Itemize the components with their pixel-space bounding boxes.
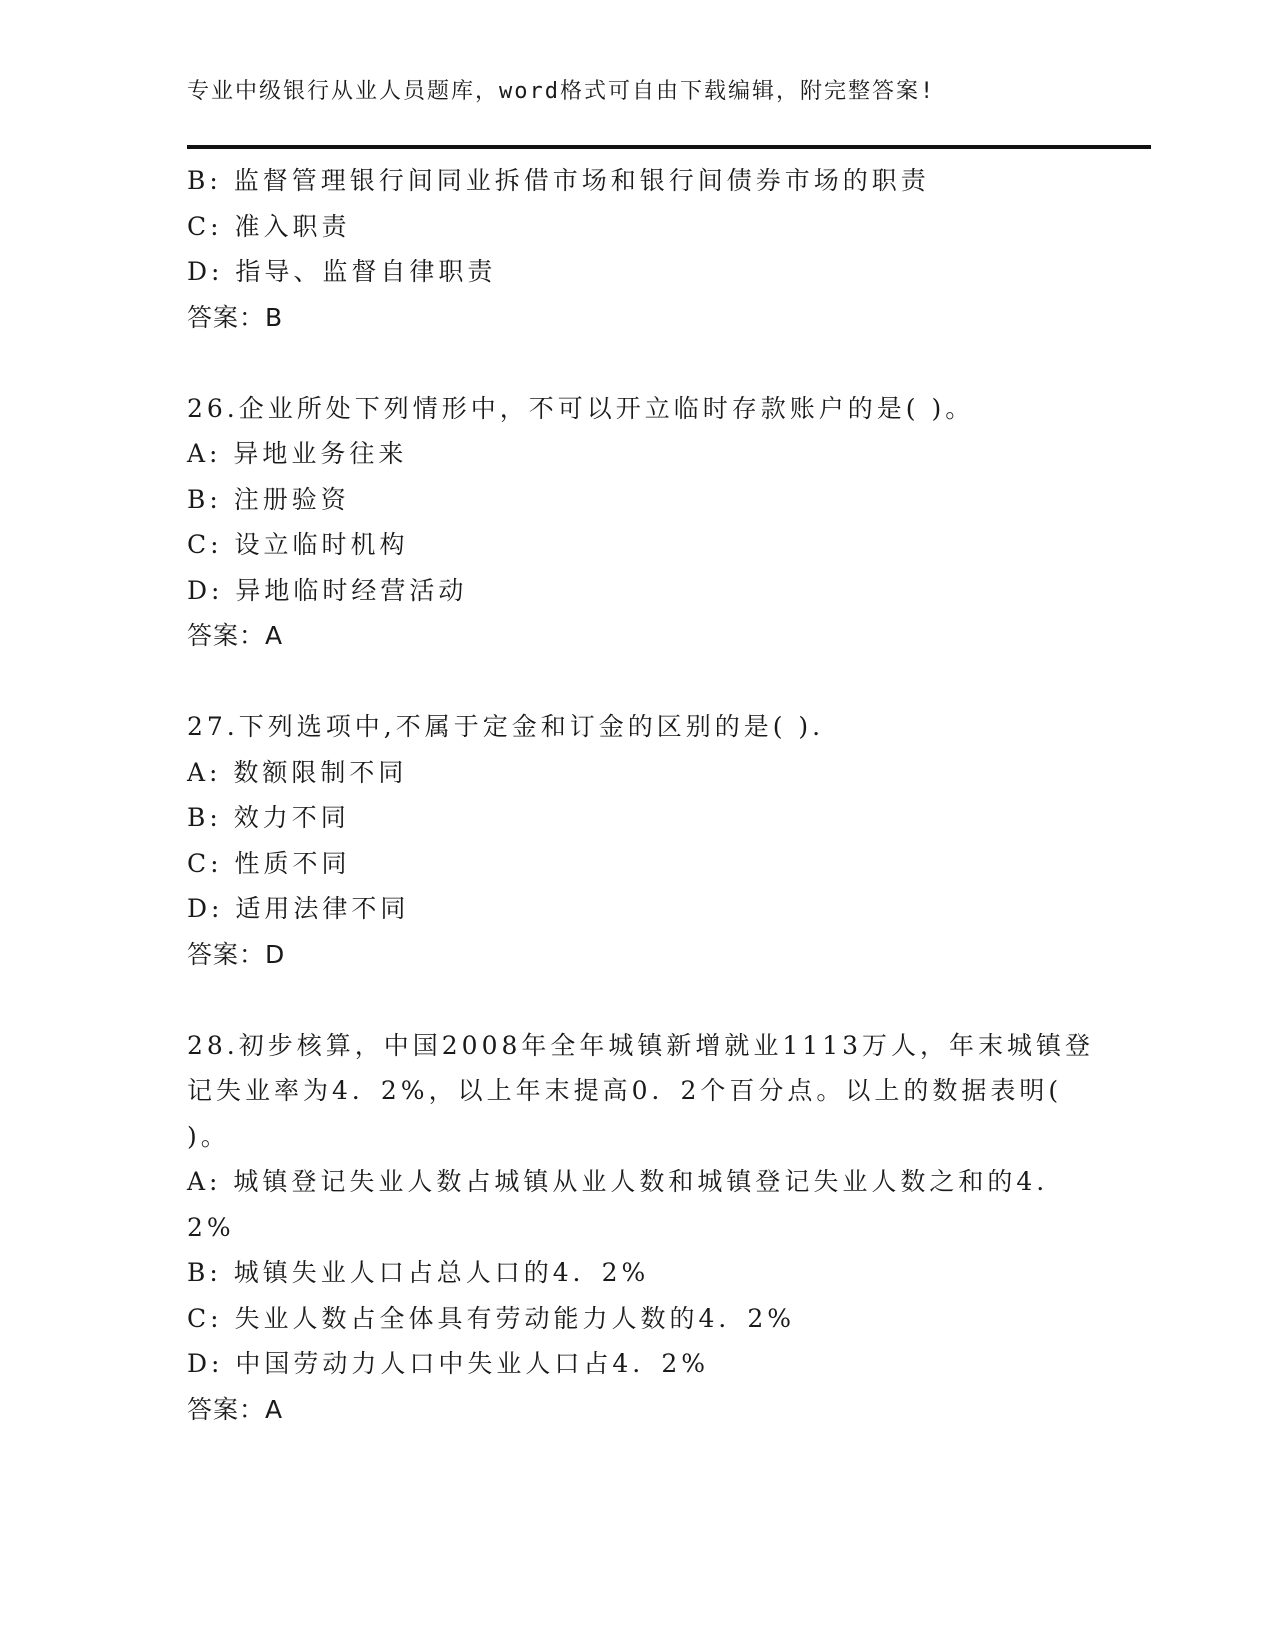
option-c: C: 性质不同: [187, 848, 351, 878]
option-d: D: 适用法律不同: [187, 894, 410, 923]
question-stem: 27.下列选项中,不属于定金和订金的区别的是( ).: [187, 712, 825, 741]
answer: 答案：A: [187, 1394, 284, 1424]
question-26: [187, 386, 1087, 659]
option-b: B: 监督管理银行间同业拆借市场和银行间债券市场的职责: [187, 166, 930, 195]
question-list: [187, 158, 1095, 1432]
question-stem-line-1: 28.初步核算，中国2008年全年城镇新增就业1113万人，年末城镇登: [187, 1030, 1095, 1060]
spacer: [187, 977, 1087, 1023]
question-25-tail: [187, 158, 1087, 340]
spacer: [187, 659, 1087, 705]
question-27: [187, 704, 1087, 977]
answer: 答案：A: [187, 621, 284, 650]
spacer: [187, 340, 1087, 386]
option-d: D: 指导、监督自律职责: [187, 257, 497, 286]
answer: 答案：D: [187, 939, 286, 969]
question-stem-line-2: 记失业率为4．2%，以上年末提高0．2个百分点。以上的数据表明(: [187, 1076, 1063, 1105]
option-b: B: 效力不同: [187, 803, 350, 832]
option-a: A: 数额限制不同: [187, 757, 408, 787]
option-d: D: 异地临时经营活动: [187, 575, 468, 605]
option-d: D: 中国劳动力人口中失业人口占4．2%: [187, 1349, 709, 1378]
option-c: C: 失业人数占全体具有劳动能力人数的4．2%: [187, 1303, 796, 1333]
question-28: [187, 1023, 1095, 1433]
question-stem: 26.企业所处下列情形中，不可以开立临时存款账户的是( )。: [187, 393, 975, 423]
page-header: 专业中级银行从业人员题库，word格式可自由下载编辑，附完整答案!: [187, 79, 936, 104]
option-a-line-1: A: 城镇登记失业人数占城镇从业人数和城镇登记失业人数之和的4．: [187, 1167, 1066, 1196]
option-a-line-2: 2%: [187, 1212, 235, 1242]
option-c: C: 准入职责: [187, 211, 351, 241]
option-b: B: 城镇失业人口占总人口的4．2%: [187, 1258, 650, 1287]
option-a: A: 异地业务往来: [187, 439, 408, 468]
answer: 答案：B: [187, 302, 284, 332]
question-stem-line-3: )。: [187, 1121, 230, 1151]
option-c: C: 设立临时机构: [187, 530, 409, 559]
header-divider: [187, 145, 1151, 149]
option-b: B: 注册验资: [187, 484, 350, 514]
